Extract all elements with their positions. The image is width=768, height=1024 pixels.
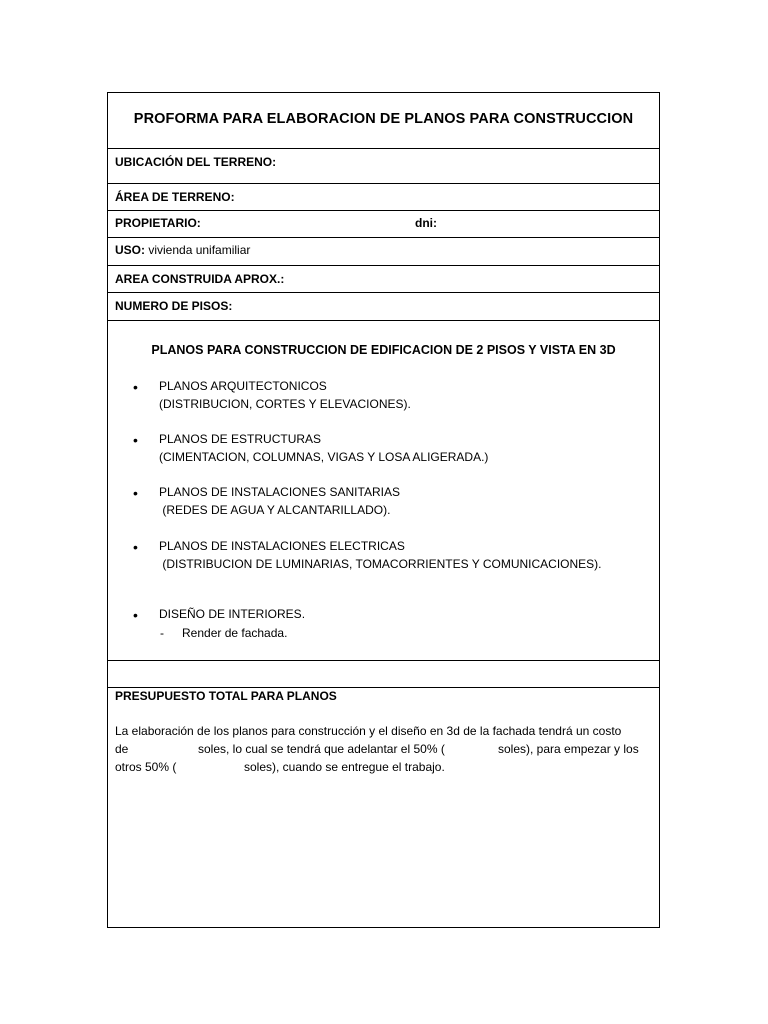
row-numero-pisos [108,293,659,321]
propietario-label: PROPIETARIO: [115,216,201,230]
budget-title: PRESUPUESTO TOTAL PARA PLANOS [115,689,337,703]
budget-line-2c: soles), para empezar y los [498,742,639,756]
budget-line-3b: soles), cuando se entregue el trabajo. [244,760,445,774]
budget-line-2b: soles, lo cual se tendrá que adelantar el 50% ( [198,742,445,756]
area-construida-label: AREA CONSTRUIDA APROX.: [115,272,285,286]
uso-field [115,243,250,257]
bullet-icon: • [133,539,138,555]
item-detail: (REDES DE AGUA Y ALCANTARILLADO). [159,503,391,517]
uso-label: USO: [115,243,145,257]
document-title: PROFORMA PARA ELABORACION DE PLANOS PARA CONSTRUCCION [133,111,634,127]
budget-line-3a: otros 50% ( [115,760,177,774]
row-area-construida [108,266,659,293]
area-terreno-label: ÁREA DE TERRENO: [115,190,235,204]
row-area-terreno [108,184,659,211]
row-propietario [108,211,659,238]
row-uso [108,238,659,266]
list-item [159,605,305,623]
budget-line-2a: de [115,742,129,756]
list-item [159,483,400,519]
row-ubicacion [108,149,659,184]
bullet-icon: • [133,485,138,501]
list-item [159,537,602,573]
item-detail: (CIMENTACION, COLUMNAS, VIGAS Y LOSA ALIGERADA.) [159,450,489,464]
item-label: PLANOS DE INSTALACIONES SANITARIAS [159,485,400,499]
dash-marker: - [160,626,164,640]
budget-line-1: La elaboración de los planos para construcción y el diseño en 3d de la fachada tendrá un costo [115,724,622,738]
item-label: PLANOS ARQUITECTONICOS [159,379,327,393]
list-item [159,430,488,466]
empty-row [108,661,659,688]
item-detail: (DISTRIBUCION, CORTES Y ELEVACIONES). [159,397,411,411]
list-item [159,377,411,413]
bullet-icon: • [133,379,138,395]
item-label: DISEÑO DE INTERIORES. [159,607,306,621]
title-row [108,93,659,149]
bullet-icon: • [133,432,138,448]
render-item: Render de fachada. [182,626,288,640]
dni-label: dni: [415,216,437,230]
ubicacion-label: UBICACIÓN DEL TERRENO: [115,155,277,169]
item-label: PLANOS DE ESTRUCTURAS [159,432,322,446]
uso-value: vivienda unifamiliar [145,243,251,257]
item-detail: (DISTRIBUCION DE LUMINARIAS, TOMACORRIENTES Y COMUNICACIONES). [159,557,602,571]
proforma-form [107,92,660,928]
planos-title: PLANOS PARA CONSTRUCCION DE EDIFICACION DE 2 PISOS Y VISTA EN 3D [151,343,616,357]
item-label: PLANOS DE INSTALACIONES ELECTRICAS [159,539,405,553]
numero-pisos-label: NUMERO DE PISOS: [115,299,233,313]
bullet-icon: • [133,607,138,623]
